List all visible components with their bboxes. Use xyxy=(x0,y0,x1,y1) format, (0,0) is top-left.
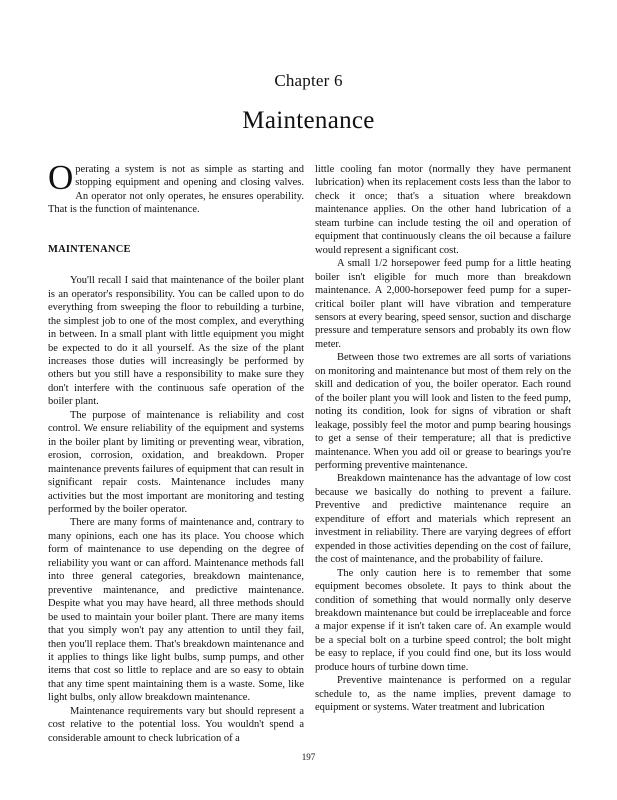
body-paragraph: You'll recall I said that maintenance of the boiler plant is an operator's responsibility. You can be called upon to do everything from sweeping the floor to rebuilding a turbine, the simplest job to one of the most complex, and everything in between. In a small plant with little equipment you might be expected to do it all yourself. As the size of the plant increases those duties will increasingly be performed by others but you still have a responsibility to make sure they don't interfere with the continuous safe operation of the boiler plant. xyxy=(48,275,304,408)
body-paragraph: A small 1/2 horsepower feed pump for a little heating boiler isn't eligible for much more than breakdown maintenance. A 2,000-horsepower feed pump for a super-critical boiler plant will have vibration and temperature sensors at every bearing, speed sensor, suction and discharge pressure and temperature sensors and probably its own flow meter. xyxy=(315,258,571,350)
left-column xyxy=(48,158,304,745)
continued-paragraph: little cooling fan motor (normally they have permanent lubrication) when its replacement costs less than the labor to check it once; that's a situation where breakdown maintenance applies. On the other hand lubrication of a steam turbine can include testing the oil and operation of equipment that continuously cleans the oil because a failure would represent a significant cost. xyxy=(315,164,571,256)
body-paragraph: Preventive maintenance is performed on a regular schedule to, as the name implies, prevent damage to equipment or systems. Water treatment and lubrication xyxy=(315,675,571,714)
body-paragraph: The purpose of maintenance is reliability and cost control. We ensure reliability of the equipment and systems in the boiler plant by limiting or preventing wear, vibration, erosion, corrosion, oxidation, and breakdown. Proper maintenance prevents failures of equipment that can result in significant repair costs. Maintenance includes many activities but the most important are monitoring and testing performed by the boiler operator. xyxy=(48,409,304,515)
page-number: 197 xyxy=(301,752,316,762)
body-paragraph: Between those two extremes are all sorts of variations on monitoring and maintenance but most of them rely on the skill and dedication of you, the boiler operator. Each round of the boiler plant you will look and listen to the feed pump, noting its condition, look for signs of vibration or shaft leakage, possibly feel the motor and pump bearing housings to get a sense of their temperature; all that is predictive maintenance. When you add oil or grease to bearings you're performing preventive maintenance. xyxy=(315,352,571,471)
section-heading: MAINTENANCE xyxy=(48,243,131,255)
drop-cap: O xyxy=(48,158,74,197)
chapter-label: Chapter 6 xyxy=(274,71,343,90)
intro-text: perating a system is not as simple as starting and stopping equipment and opening and closing valves. An operator not only operates, he ensures operability. That is the function of maintenance. xyxy=(48,164,304,216)
chapter-title: Maintenance xyxy=(242,107,375,134)
body-paragraph: There are many forms of maintenance and, contrary to many opinions, each one has its place. You choose which form of maintenance to use depending on the degree of reliability you want or can afford. Maintenance methods fall into three general categories, breakdown maintenance, preventive maintenance, and predictive maintenance. Despite what you may have heard, all three methods should be used to maintain your boiler plant. There are many items that you simply won't pay any attention to until they fail, then you'll replace them. That's breakdown maintenance and it applies to things like light bulbs, sump pumps, and other items that cost so little to replace and are so easy to obtain that any time spent maintaining them is a waste. Some, like light bulbs, only allow breakdown maintenance. xyxy=(48,517,304,704)
intro-paragraph xyxy=(48,158,304,217)
body-paragraph: Breakdown maintenance has the advantage of low cost because we basically do nothing to prevent a failure. Preventive and predictive maintenance require an expenditure of effort and materials which represent an investment in reliability. There are varying degrees of effort expended in those activities depending on the cost of failure, the cost of maintenance, and the probability of failure. xyxy=(315,473,571,566)
body-paragraph: The only caution here is to remember that some equipment becomes obsolete. It pays to think about the condition of something that would normally only deserve breakdown maintenance but could be irreplaceable and force a major expense if it isn't taken care of. An example would be a special bolt on a turbine speed control; the bolt might be easy to replace, if you could find one, but its loss would produce hours of turbine down time. xyxy=(315,567,571,673)
body-paragraph: Maintenance requirements vary but should represent a cost relative to the potential loss. You wouldn't spend a considerable amount to check lubrication of a xyxy=(48,705,304,744)
right-column xyxy=(315,163,571,715)
